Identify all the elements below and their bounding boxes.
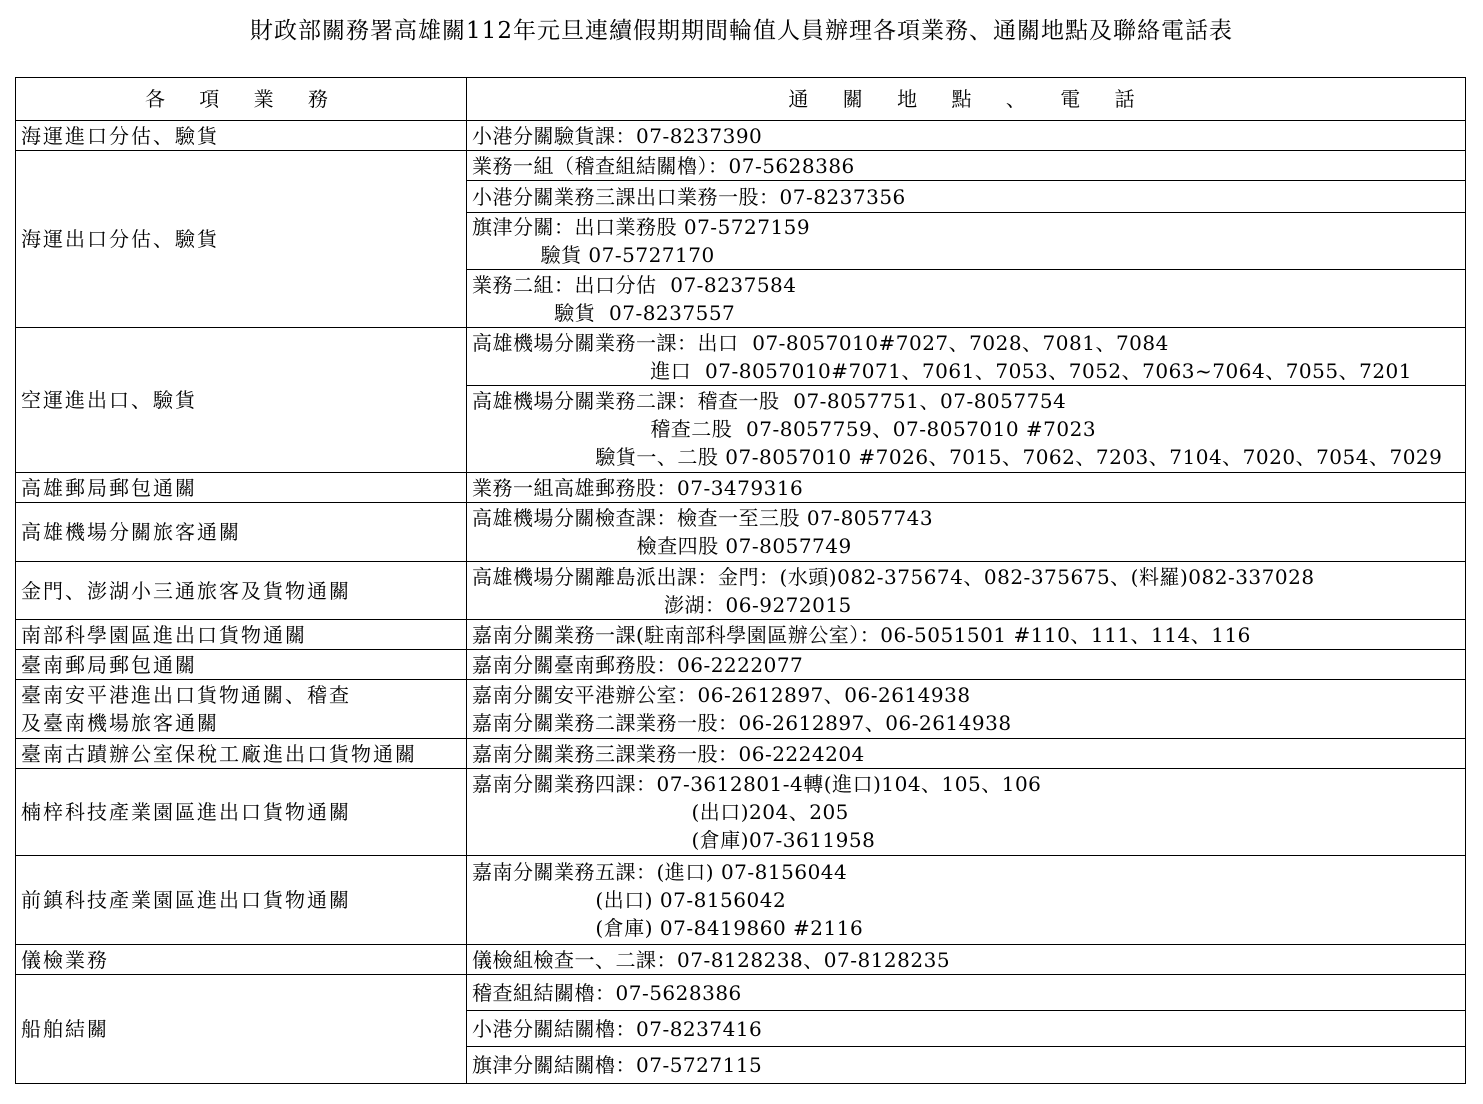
header-business: 各 項 業 務 <box>16 78 467 121</box>
business-cell: 海運出口分估、驗貨 <box>16 151 467 328</box>
table-row <box>16 503 1466 562</box>
business-cell: 高雄郵局郵包通關 <box>16 473 467 503</box>
business-cell: 楠梓科技產業園區進出口貨物通關 <box>16 769 467 856</box>
business-cell: 船舶結關 <box>16 975 467 1084</box>
contact-cell: 業務一組高雄郵務股：07-3479316 <box>467 473 1466 503</box>
contact-cell: 旗津分關：出口業務股 07-5727159 驗貨 07-5727170 <box>467 213 1466 270</box>
contact-cell: 嘉南分關業務一課(駐南部科學園區辦公室）：06-5051501 #110、111、114、116 <box>467 620 1466 650</box>
table-row <box>16 680 1466 739</box>
contact-cell: 高雄機場分關檢查課：檢查一至三股 07-8057743 檢查四股 07-8057749 <box>467 503 1466 562</box>
contact-cell: 旗津分關結關櫓：07-5727115 <box>467 1047 1466 1084</box>
business-cell: 高雄機場分關旅客通關 <box>16 503 467 562</box>
table-body <box>16 121 1466 1084</box>
table-row <box>16 945 1466 975</box>
table-row <box>16 151 1466 181</box>
business-cell: 儀檢業務 <box>16 945 467 975</box>
table-row <box>16 769 1466 856</box>
table-row <box>16 328 1466 386</box>
business-cell: 海運進口分估、驗貨 <box>16 121 467 151</box>
business-cell: 臺南郵局郵包通關 <box>16 650 467 680</box>
table-row <box>16 739 1466 769</box>
contact-cell: 業務一組（稽查組結關櫓）：07-5628386 <box>467 151 1466 181</box>
contact-cell: 小港分關驗貨課：07-8237390 <box>467 121 1466 151</box>
table-row <box>16 473 1466 503</box>
contact-cell: 小港分關結關櫓：07-8237416 <box>467 1011 1466 1047</box>
contact-cell: 嘉南分關業務五課：(進口) 07-8156044 (出口) 07-8156042 (倉庫) 07-8419860 #2116 <box>467 856 1466 945</box>
contact-cell: 儀檢組檢查一、二課：07-8128238、07-8128235 <box>467 945 1466 975</box>
table-row <box>16 562 1466 620</box>
table-header-row <box>16 78 1466 121</box>
page-title: 財政部關務署高雄關112年元旦連續假期期間輪值人員辦理各項業務、通關地點及聯絡電話表 <box>250 18 1233 44</box>
contact-cell: 高雄機場分關業務一課：出口 07-8057010#7027、7028、7081、7084 進口 07-8057010#7071、7061、7053、7052、7063~7064、7055、7201 <box>467 328 1466 386</box>
contact-cell: 高雄機場分關業務二課：稽查一股 07-8057751、07-8057754 稽查二股 07-8057759、07-8057010 #7023 驗貨一、二股 07-8057010 #7026、7015、7062、7203、7104、7020、7054、7029 <box>467 386 1466 473</box>
contact-cell: 嘉南分關業務四課：07-3612801-4轉(進口)104、105、106 (出口)204、205 (倉庫)07-3611958 <box>467 769 1466 856</box>
contact-cell: 高雄機場分關離島派出課：金門：(水頭)082-375674、082-375675、(料羅)082-337028 澎湖：06-9272015 <box>467 562 1466 620</box>
business-cell: 金門、澎湖小三通旅客及貨物通關 <box>16 562 467 620</box>
table-row <box>16 975 1466 1011</box>
table-row <box>16 650 1466 680</box>
contact-cell: 小港分關業務三課出口業務一股：07-8237356 <box>467 181 1466 213</box>
contact-cell: 嘉南分關臺南郵務股：06-2222077 <box>467 650 1466 680</box>
contact-cell: 業務二組：出口分估 07-8237584 驗貨 07-8237557 <box>467 270 1466 328</box>
contact-cell: 嘉南分關安平港辦公室：06-2612897、06-2614938 嘉南分關業務二課業務一股：06-2612897、06-2614938 <box>467 680 1466 739</box>
table-row <box>16 856 1466 945</box>
business-cell: 前鎮科技產業園區進出口貨物通關 <box>16 856 467 945</box>
contact-cell: 稽查組結關櫓：07-5628386 <box>467 975 1466 1011</box>
business-cell: 臺南古蹟辦公室保稅工廠進出口貨物通關 <box>16 739 467 769</box>
table-row <box>16 121 1466 151</box>
contact-cell: 嘉南分關業務三課業務一股：06-2224204 <box>467 739 1466 769</box>
business-cell: 臺南安平港進出口貨物通關、稽查 及臺南機場旅客通關 <box>16 680 467 739</box>
business-cell: 空運進出口、驗貨 <box>16 328 467 473</box>
business-cell: 南部科學園區進出口貨物通關 <box>16 620 467 650</box>
table-row <box>16 620 1466 650</box>
contact-table <box>15 77 1466 1084</box>
header-location: 通 關 地 點 、 電 話 <box>467 78 1466 121</box>
